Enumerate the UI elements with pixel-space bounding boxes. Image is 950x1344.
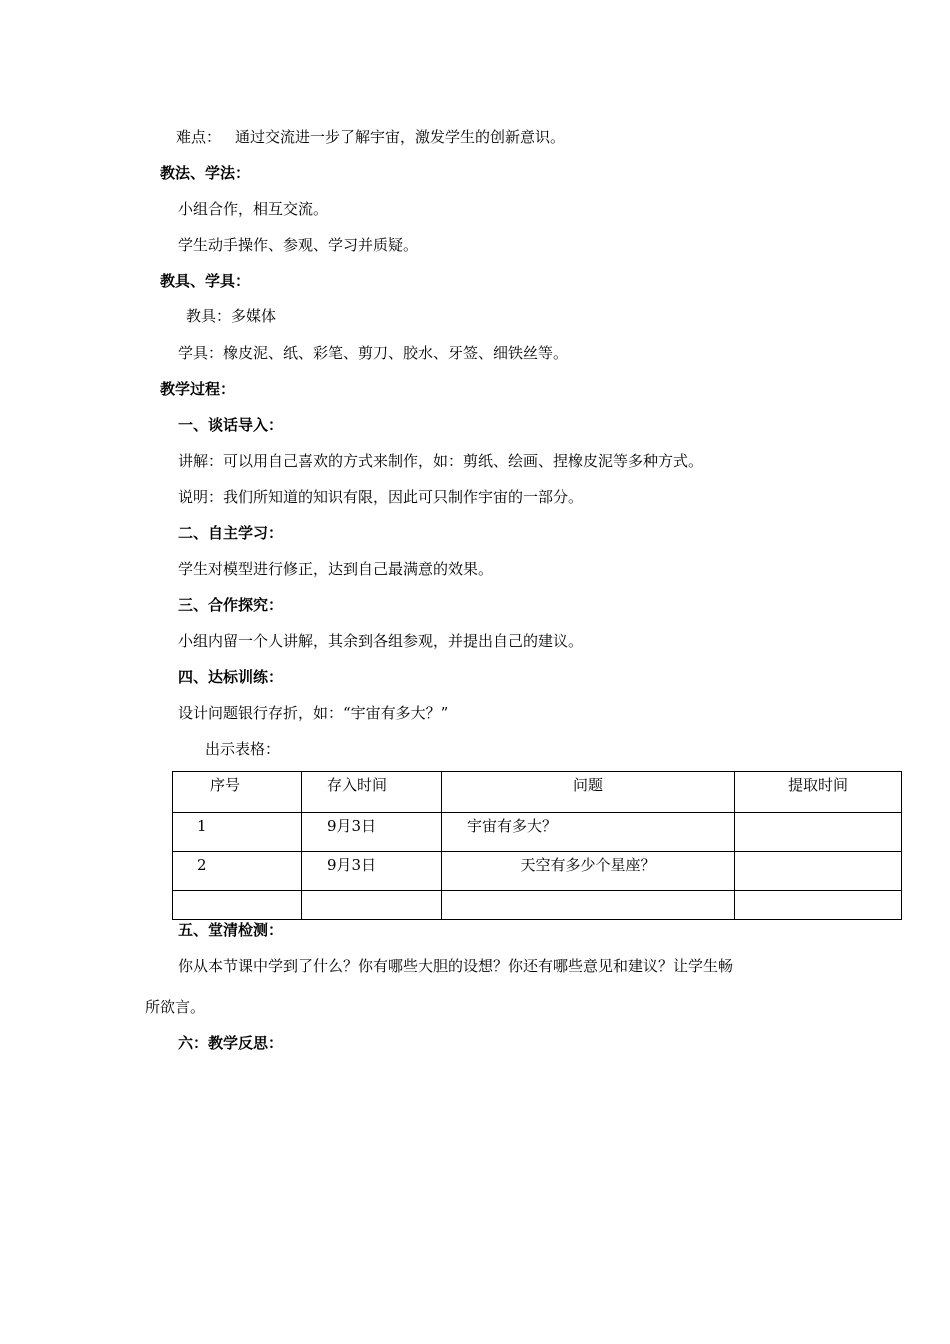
header-cell-question: 问题 xyxy=(442,772,735,813)
section1-line-2: 说明：我们所知道的知识有限，因此可只制作宇宙的一部分。 xyxy=(178,488,584,506)
table-header-row xyxy=(173,772,902,813)
header-cell-withdraw-time: 提取时间 xyxy=(735,772,902,813)
difficulty-line xyxy=(176,127,565,147)
methods-item-1: 小组合作，相互交流。 xyxy=(178,200,329,218)
section5-line-2: 所欲言。 xyxy=(145,998,206,1016)
cell-number: 2 xyxy=(173,852,302,891)
methods-item-2: 学生动手操作、参观、学习并质疑。 xyxy=(178,236,419,254)
cell-question: 天空有多少个星座？ xyxy=(442,852,735,891)
process-heading: 教学过程： xyxy=(160,380,236,398)
cell-question xyxy=(442,891,735,920)
section5-heading: 五、堂清检测： xyxy=(178,921,284,939)
section2-heading: 二、自主学习： xyxy=(178,524,284,542)
section1-line-1: 讲解：可以用自己喜欢的方式来制作，如：剪纸、绘画、捏橡皮泥等多种方式。 xyxy=(178,452,704,470)
section4-heading: 四、达标训练： xyxy=(178,668,284,686)
header-cell-deposit-time: 存入时间 xyxy=(302,772,442,813)
cell-deposit-time xyxy=(302,891,442,920)
table-row xyxy=(173,852,902,891)
header-cell-number: 序号 xyxy=(173,772,302,813)
difficulty-text: 通过交流进一步了解宇宙，激发学生的创新意识。 xyxy=(235,128,566,146)
section6-heading: 六：教学反思： xyxy=(178,1034,284,1052)
methods-heading: 教法、学法： xyxy=(160,164,251,182)
cell-withdraw-time xyxy=(735,891,902,920)
cell-number: 1 xyxy=(173,813,302,852)
cell-withdraw-time xyxy=(735,852,902,891)
section5-line-1: 你从本节课中学到了什么？你有哪些大胆的设想？你还有哪些意见和建议？让学生畅 xyxy=(178,957,734,975)
cell-deposit-time: 9月3日 xyxy=(302,813,442,852)
cell-deposit-time: 9月3日 xyxy=(302,852,442,891)
section3-heading: 三、合作探究： xyxy=(178,596,284,614)
section4-line-1: 设计问题银行存折，如：“宇宙有多大？” xyxy=(178,704,449,722)
cell-question: 宇宙有多大？ xyxy=(442,813,735,852)
tools-heading: 教具、学具： xyxy=(160,272,251,290)
section4-line-2: 出示表格： xyxy=(205,740,281,758)
section2-line-1: 学生对模型进行修正，达到自己最满意的效果。 xyxy=(178,560,494,578)
tools-teacher: 教具：多媒体 xyxy=(186,307,277,325)
table-row xyxy=(173,891,902,920)
question-bank-table xyxy=(172,771,902,920)
tools-student: 学具：橡皮泥、纸、彩笔、剪刀、胶水、牙签、细铁丝等。 xyxy=(178,344,569,362)
cell-number xyxy=(173,891,302,920)
difficulty-label: 难点： xyxy=(176,128,222,146)
cell-withdraw-time xyxy=(735,813,902,852)
section1-heading: 一、谈话导入： xyxy=(178,416,284,434)
section3-line-1: 小组内留一个人讲解，其余到各组参观，并提出自己的建议。 xyxy=(178,632,584,650)
table-row xyxy=(173,813,902,852)
